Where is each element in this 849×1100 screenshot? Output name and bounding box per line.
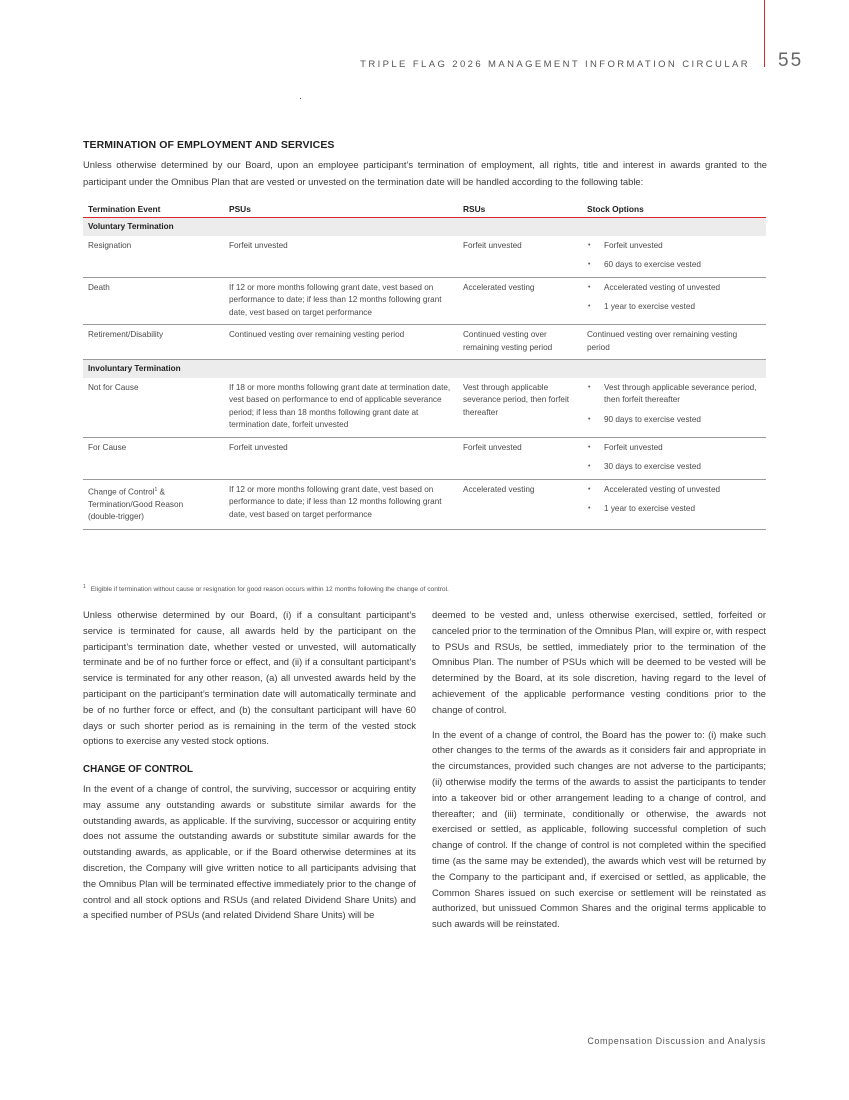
body-paragraph: In the event of a change of control, the surviving, successor or acquiring entity may assume any outstanding awards or substitute similar awards for the outstanding awards, as applicable. If the surviving, successor or acquiring entity does not assume the outstanding awards or substitute similar awards for the outstanding awards, as applicable, or if the Board otherwise determines at its discretion, the Company will give written notice to all participants advising that the Omnibus Plan will be terminated effective immediately prior to the change of control and all stock options and RSUs (and related Dividend Share Units) and a specified number of PSUs (and related Dividend Share Units) will be <box>83 782 416 921</box>
cell-psus: Forfeit unvested <box>224 236 458 278</box>
cell-options: Continued vesting over remaining vesting period <box>582 325 766 360</box>
cell-rsus: Accelerated vesting <box>458 277 582 325</box>
cell-psus: If 12 or more months following grant date, vest based on performance to date; if less than 12 months following grant date, vest based on target performance <box>224 479 458 529</box>
column-header-options: Stock Options <box>582 201 766 218</box>
cell-event: Retirement/Disability <box>83 325 224 360</box>
body-paragraph: Unless otherwise determined by our Board, (i) if a consultant participant’s service is terminated for cause, all awards held by the participant on the participant’s termination date, whether vested or unvested, will automatically terminate and be of no further force or effect, and (ii) if a consultant participant’s service is terminated for any other reason, (a) all unvested awards held by the participant on the participant’s termination date will automatically terminate and be of no further force or effect, and (b) the consultant participant will have 60 days or such shorter period as is remaining in the term of the vested stock options to exercise any vested stock options. <box>83 609 416 747</box>
group-label: Voluntary Termination <box>83 218 766 236</box>
column-header-psus: PSUs <box>224 201 458 218</box>
cell-psus: Continued vesting over remaining vesting period <box>224 325 458 360</box>
cell-event: Death <box>83 277 224 325</box>
page-number: 55 <box>778 50 804 71</box>
bullet-item: • 1 year to exercise vested <box>587 503 761 516</box>
bullet-item: • Accelerated vesting of unvested <box>587 484 761 497</box>
bullet-item: • 1 year to exercise vested <box>587 301 761 314</box>
cell-options <box>582 236 766 278</box>
bullet-item: • Vest through applicable severance period, then forfeit thereafter <box>587 382 761 407</box>
column-header-event: Termination Event <box>83 201 224 218</box>
cell-event: Not for Cause <box>83 378 224 438</box>
section-heading: TERMINATION OF EMPLOYMENT AND SERVICES <box>83 139 335 151</box>
footer-section-name: Compensation Discussion and Analysis <box>587 1036 766 1046</box>
bullet-item: • Forfeit unvested <box>587 442 761 455</box>
subsection-heading: CHANGE OF CONTROL <box>83 764 193 776</box>
cell-options <box>582 277 766 325</box>
cell-rsus: Forfeit unvested <box>458 437 582 479</box>
footnote-marker: 1 <box>83 584 86 590</box>
table-row <box>83 378 766 438</box>
cell-psus: If 12 or more months following grant date, vest based on performance to date; if less than 12 months following grant date, vest based on target performance <box>224 277 458 325</box>
cell-event <box>83 479 224 529</box>
group-row-voluntary <box>83 218 766 236</box>
table-row <box>83 437 766 479</box>
bullet-item: • Accelerated vesting of unvested <box>587 282 761 295</box>
cell-rsus: Accelerated vesting <box>458 479 582 529</box>
bullet-item: • 30 days to exercise vested <box>587 461 761 474</box>
cell-options <box>582 378 766 438</box>
footnote-text: Eligible if termination without cause or resignation for good reason occurs within 12 months following the change of control. <box>90 586 449 594</box>
bullet-item: • 60 days to exercise vested <box>587 259 761 272</box>
body-column-left <box>83 607 416 932</box>
cell-event: For Cause <box>83 437 224 479</box>
footnote-ref: 1 <box>154 486 158 493</box>
body-paragraph: In the event of a change of control, the Board has the power to: (i) make such other changes to the terms of the awards as it considers fair and appropriate in the circumstances, provided such changes are not adverse to the participants; (ii) otherwise modify the terms of the awards to assist the participants to tender into a takeover bid or other arrangement leading to a change of control, and thereafter; and (iii) terminate, conditionally or otherwise, the awards not exercised or settled, as applicable, following successful completion of such change of control. If the change of control is not completed within the specified time (as the same may be extended), the awards which vest will be returned by the Company to the participant and, if exercised or settled, as applicable, the Common Shares issued on such exercise or settlement will be reinstated as authorized, but unissued Common Shares and the original terms applicable to such awards will be reinstated. <box>432 728 766 930</box>
bullet-item: • 90 days to exercise vested <box>587 414 761 427</box>
body-paragraph: deemed to be vested and, unless otherwise exercised, settled, forfeited or canceled prior to the termination of the Omnibus Plan, will expire or, with respect to PSUs and RSUs, be settled, immediately prior to the termination of the Omnibus Plan. The number of PSUs which will be deemed to be vested will be determined by the Board, at its sole discretion, having regard to the level of achievement of the applicable performance vesting conditions prior to the change of control. <box>432 609 766 715</box>
event-line: (double-trigger) <box>88 512 144 522</box>
document-title: TRIPLE FLAG 2026 MANAGEMENT INFORMATION CIRCULAR <box>360 59 750 70</box>
cell-event: Resignation <box>83 236 224 278</box>
table-footnote <box>83 584 449 593</box>
cell-options <box>582 437 766 479</box>
body-column-right <box>432 607 766 941</box>
event-line: Termination/Good Reason <box>88 499 184 509</box>
header-accent-rule <box>764 0 765 67</box>
table-row <box>83 236 766 278</box>
cell-rsus: Vest through applicable severance period, then forfeit thereafter <box>458 378 582 438</box>
stray-dot <box>300 98 301 99</box>
section-intro: Unless otherwise determined by our Board, upon an employee participant’s termination of employment, all rights, title and interest in awards granted to the participant under the Omnibus Plan that are vested or unvested on the termination date will be handled according to the following table: <box>83 159 767 187</box>
termination-table <box>83 201 766 530</box>
group-label: Involuntary Termination <box>83 360 766 378</box>
table-row <box>83 277 766 325</box>
table-row <box>83 325 766 360</box>
table-row <box>83 479 766 529</box>
event-line: Change of Control <box>88 487 155 497</box>
cell-psus: If 18 or more months following grant date at termination date, vest based on performance to end of applicable severance period; if less than 18 months following grant date at termination date, forfeit unvested <box>224 378 458 438</box>
cell-rsus: Continued vesting over remaining vesting period <box>458 325 582 360</box>
cell-rsus: Forfeit unvested <box>458 236 582 278</box>
table-header-row <box>83 201 766 218</box>
cell-options <box>582 479 766 529</box>
event-line-suffix: & <box>157 487 165 497</box>
group-row-involuntary <box>83 360 766 378</box>
column-header-rsus: RSUs <box>458 201 582 218</box>
cell-psus: Forfeit unvested <box>224 437 458 479</box>
bullet-item: • Forfeit unvested <box>587 240 761 253</box>
